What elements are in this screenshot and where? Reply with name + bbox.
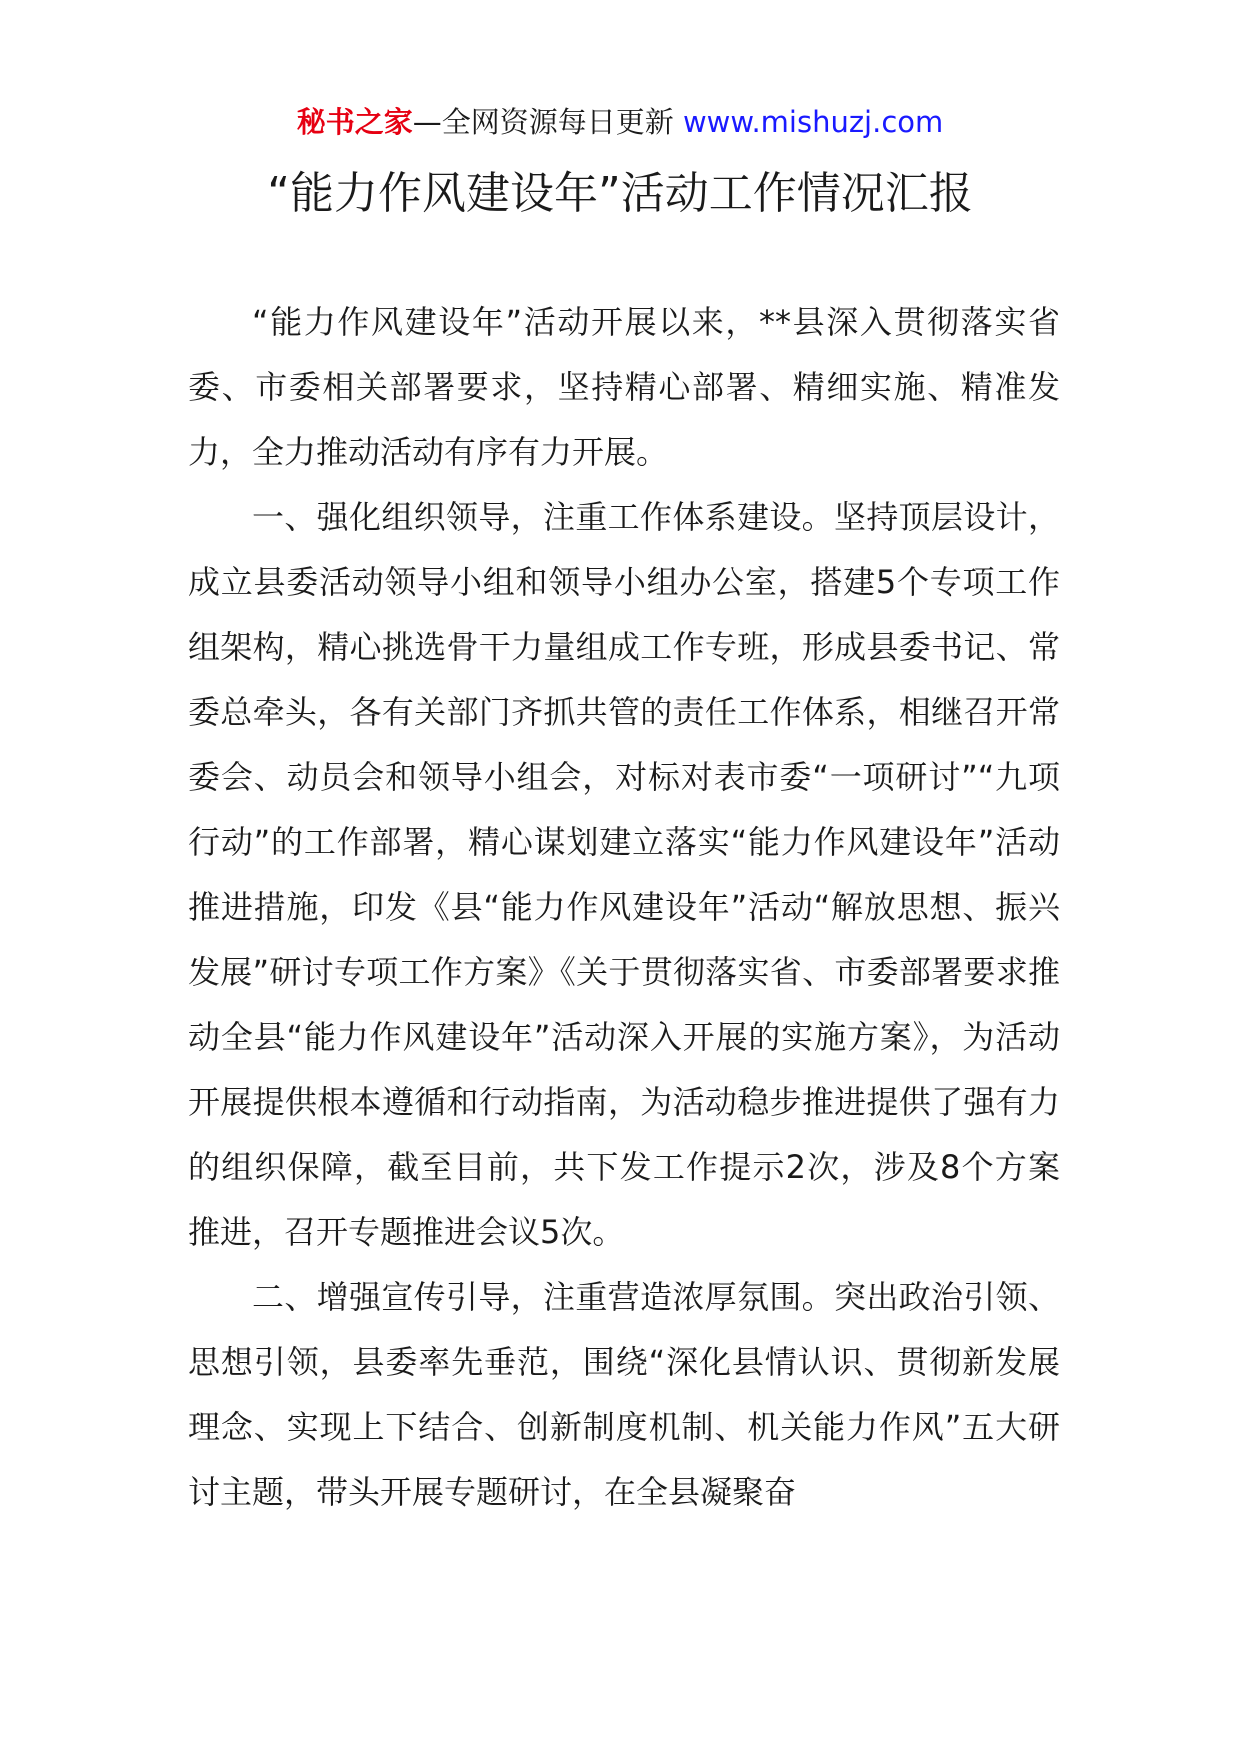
site-tagline: —全网资源每日更新: [412, 105, 674, 139]
site-brand: 秘书之家: [296, 105, 413, 139]
paragraph-section-2: 二、增强宣传引导，注重营造浓厚氛围。突出政治引领、思想引领，县委率先垂范，围绕“深化县情认识、贯彻新发展理念、实现上下结合、创新制度机制、机关能力作风”五大研讨主题，带头开展专题研讨，在全县凝聚奋: [188, 1278, 1060, 1511]
paragraph-section-1: 一、强化组织领导，注重工作体系建设。坚持顶层设计，成立县委活动领导小组和领导小组办公室，搭建5个专项工作组架构，精心挑选骨干力量组成工作专班，形成县委书记、常委总牵头，各有关部门齐抓共管的责任工作体系，相继召开常委会、动员会和领导小组会，对标对表市委“一项研讨”“九项行动”的工作部署，精心谋划建立落实“能力作风建设年”活动推进措施，印发《县“能力作风建设年”活动“解放思想、振兴发展”研讨专项工作方案》《关于贯彻落实省、市委部署要求推动全县“能力作风建设年”活动深入开展的实施方案》，为活动开展提供根本遵循和行动指南，为活动稳步推进提供了强有力的组织保障，截至目前，共下发工作提示2次，涉及8个方案推进，召开专题推进会议5次。: [188, 498, 1060, 1251]
site-url-link[interactable]: www.mishuzj.com: [682, 105, 944, 139]
site-header: [0, 100, 1240, 144]
document-body: [188, 290, 1060, 1525]
document-title: “能力作风建设年”活动工作情况汇报: [267, 168, 973, 219]
paragraph-intro: “能力作风建设年”活动开展以来，**县深入贯彻落实省委、市委相关部署要求，坚持精心部署、精细实施、精准发力，全力推动活动有序有力开展。: [188, 303, 1060, 471]
